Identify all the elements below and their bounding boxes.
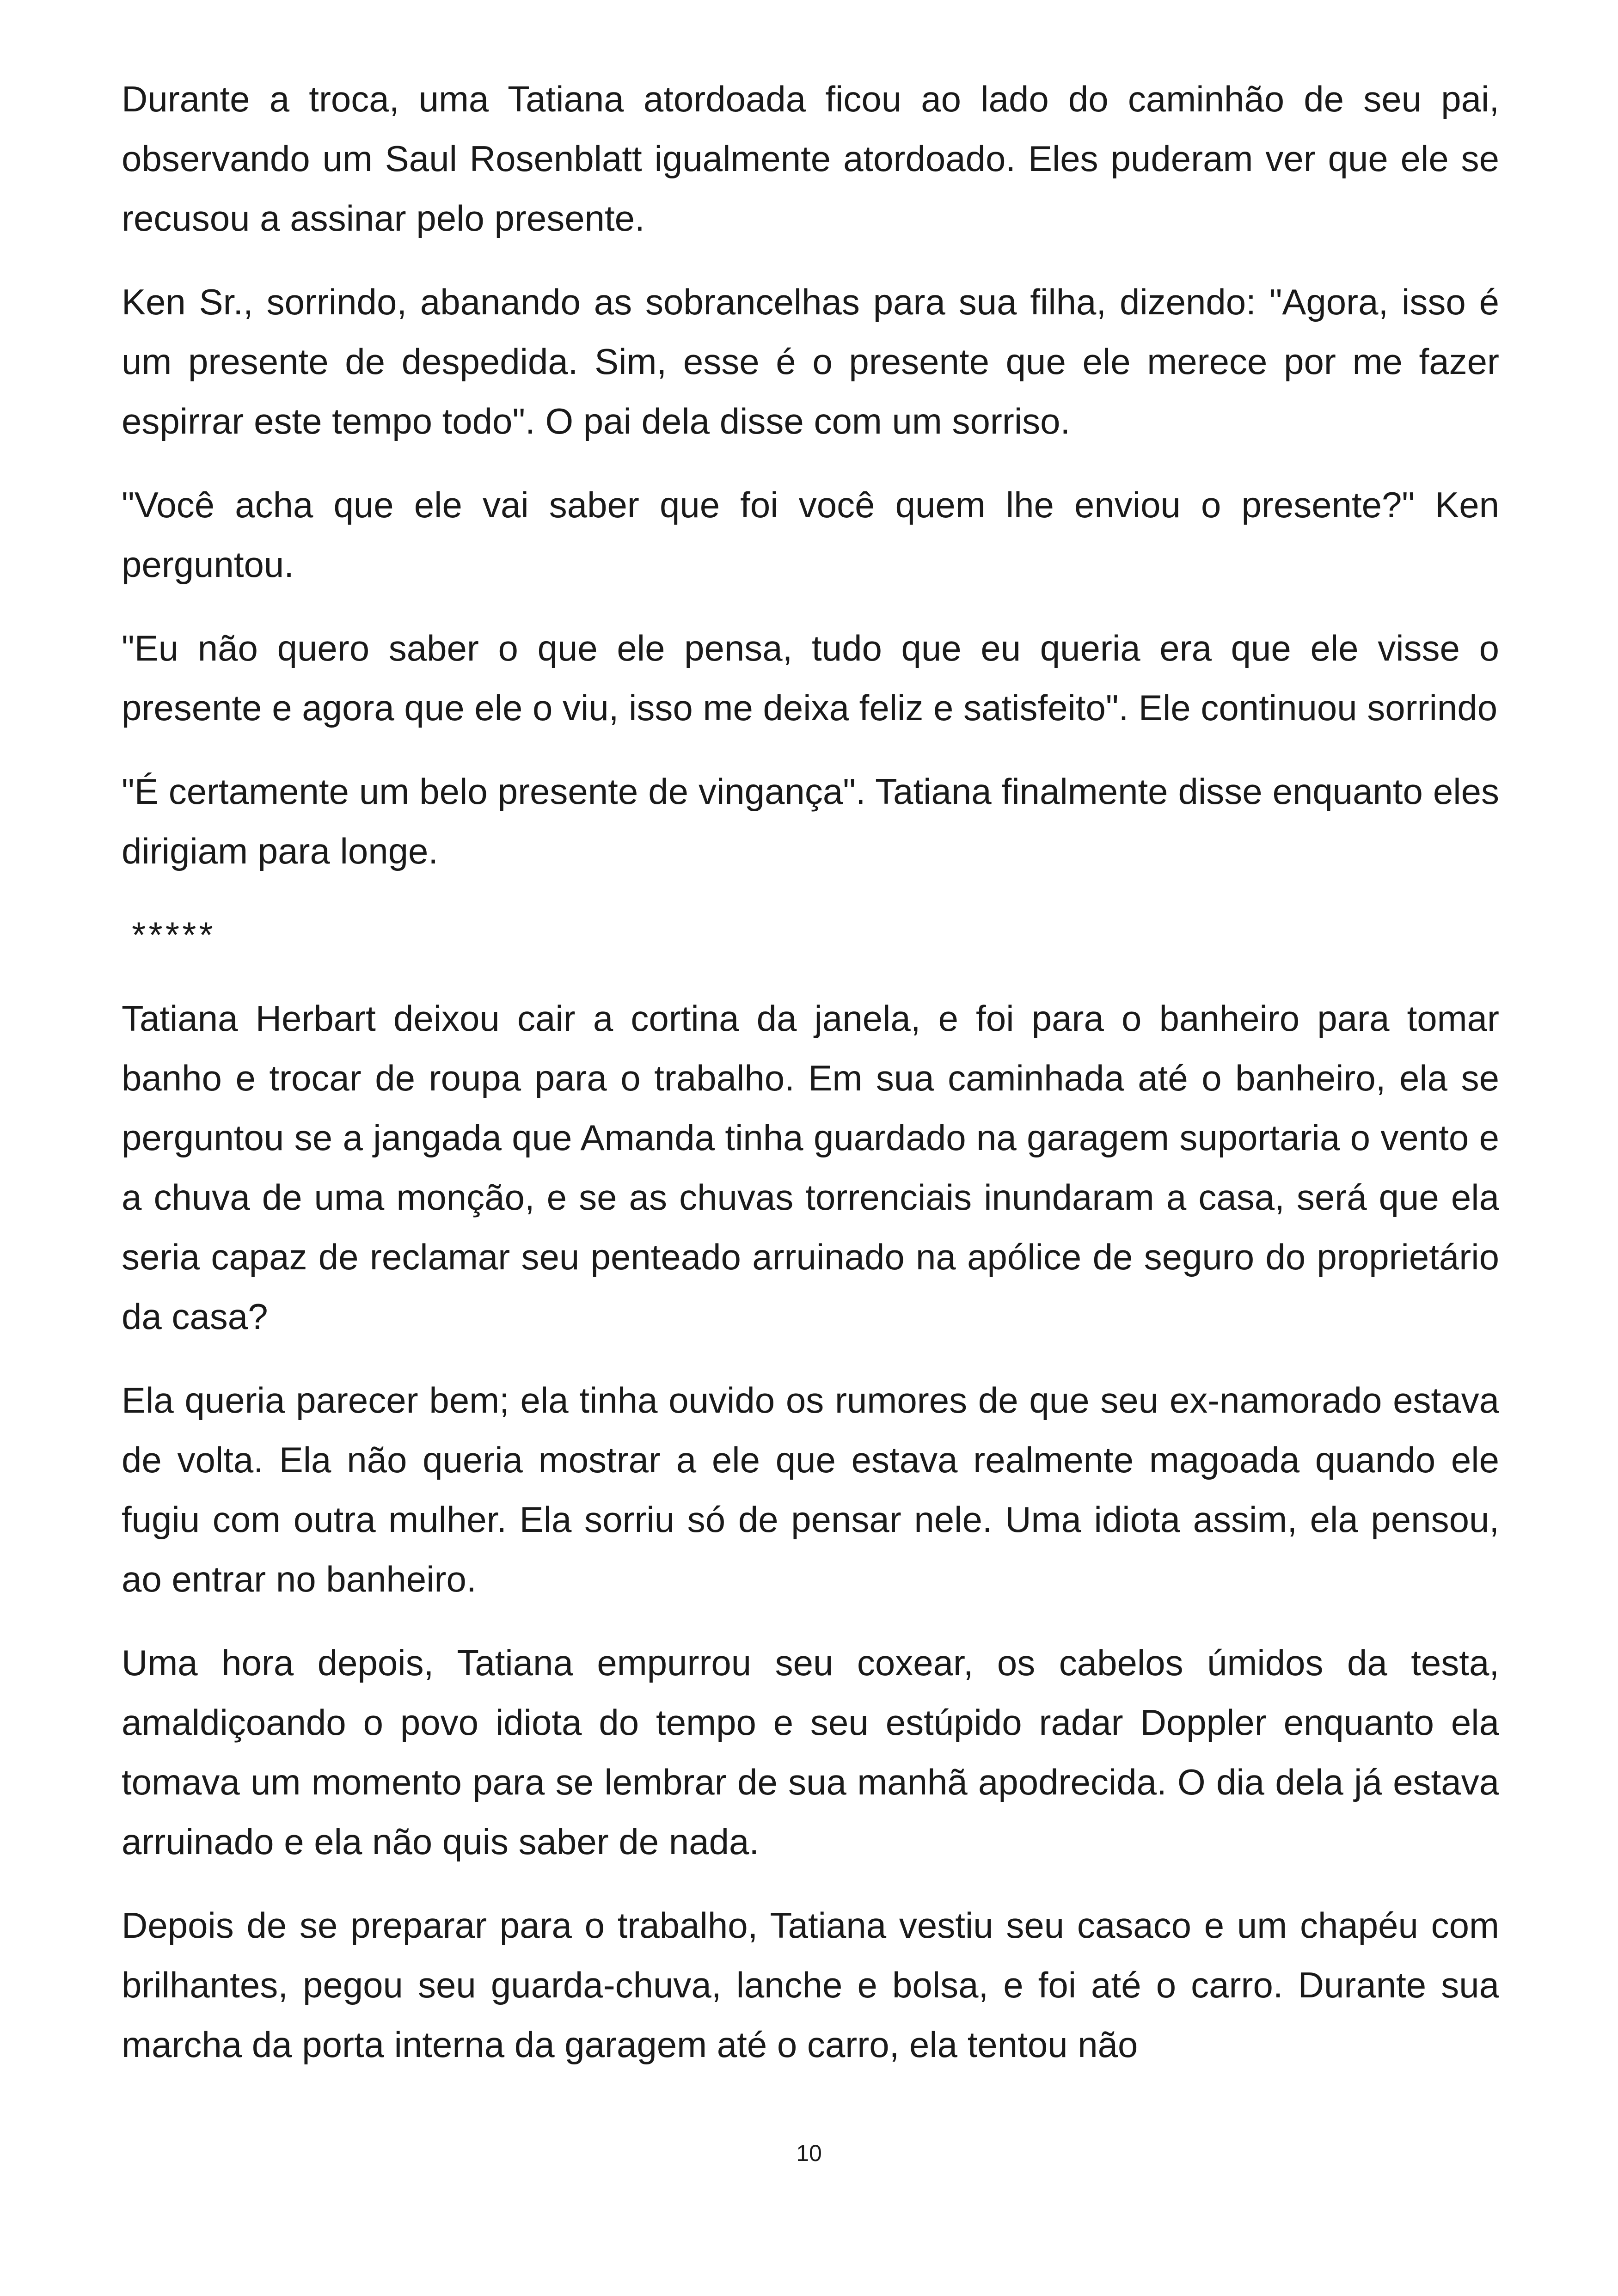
- paragraph: Ela queria parecer bem; ela tinha ouvido os rumores de que seu ex-namorado estava de volta. Ela não queria mostrar a ele que estava realmente magoada quando ele fugiu com outra mulher. Ela sorriu só de pensar nele. Uma idiota assim, ela pensou, ao entrar no banheiro.: [122, 1380, 1499, 1599]
- paragraph: Ken Sr., sorrindo, abanando as sobrancelhas para sua filha, dizendo: "Agora, isso é um presente de despedida. Sim, esse é o presente que ele merece por me fazer espirrar este tempo todo". O pai dela disse com um sorriso.: [122, 282, 1499, 441]
- scene-separator: *****: [132, 914, 216, 955]
- paragraph: Durante a troca, uma Tatiana atordoada ficou ao lado do caminhão de seu pai, observando um Saul Rosenblatt igualmente atordoado. Eles puderam ver que ele se recusou a assinar pelo presente.: [122, 79, 1499, 239]
- body-text: [122, 69, 1499, 2099]
- paragraph: "Eu não quero saber o que ele pensa, tudo que eu queria era que ele visse o presente e agora que ele o viu, isso me deixa feliz e satisfeito". Ele continuou sorrindo: [122, 628, 1499, 728]
- paragraph: "Você acha que ele vai saber que foi você quem lhe enviou o presente?" Ken perguntou.: [122, 484, 1499, 585]
- paragraph: Tatiana Herbart deixou cair a cortina da janela, e foi para o banheiro para tomar banho e trocar de roupa para o trabalho. Em sua caminhada até o banheiro, ela se perguntou se a jangada que Amanda tinha guardado na garagem suportaria o vento e a chuva de uma monção, e se as chuvas torrenciais inundaram a casa, será que ela seria capaz de reclamar seu penteado arruinado na apólice de seguro do proprietário da casa?: [122, 998, 1499, 1337]
- paragraph: "É certamente um belo presente de vingança". Tatiana finalmente disse enquanto eles dirigiam para longe.: [122, 771, 1499, 871]
- paragraph: Depois de se preparar para o trabalho, Tatiana vestiu seu casaco e um chapéu com brilhantes, pegou seu guarda-chuva, lanche e bolsa, e foi até o carro. Durante sua marcha da porta interna da garagem até o carro, ela tentou não: [122, 1905, 1499, 2065]
- paragraph: Uma hora depois, Tatiana empurrou seu coxear, os cabelos úmidos da testa, amaldiçoando o povo idiota do tempo e seu estúpido radar Doppler enquanto ela tomava um momento para se lembrar de sua manhã apodrecida. O dia dela já estava arruinado e ela não quis saber de nada.: [122, 1642, 1499, 1862]
- page-number: 10: [796, 2140, 822, 2166]
